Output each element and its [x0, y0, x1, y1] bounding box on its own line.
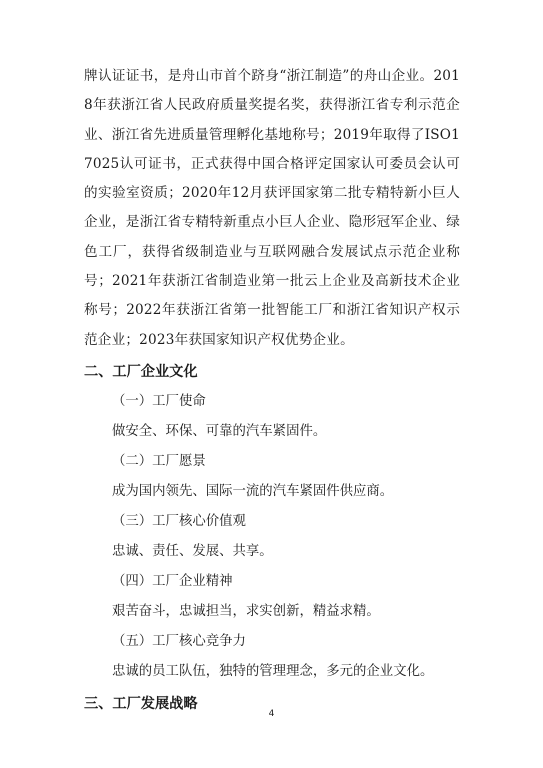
text-enterprise-spirit: 艰苦奋斗，忠诚担当，求实创新，精益求精。	[112, 603, 380, 619]
subheading-core-values: （三）工厂核心价值观	[112, 513, 246, 529]
subheading-vision: （二）工厂愿景	[112, 453, 206, 469]
subheading-mission: （一）工厂使命	[112, 393, 206, 409]
subheading-enterprise-spirit: （四）工厂企业精神	[112, 573, 233, 589]
text-core-competence: 忠诚的员工队伍，独特的管理理念，多元的企业文化。	[112, 663, 434, 679]
section-heading-strategy: 三、工厂发展战略	[84, 695, 198, 712]
intro-paragraph: 牌认证证书，是舟山市首个跻身“浙江制造”的舟山企业。2018年获浙江省人民政府质量奖提名奖，获得浙江省专利示范企业、浙江省先进质量管理孵化基地称号；2019年取得了ISO17025认可证书，正式获得中国合格评定国家认可委员会认可的实验室资质；2020年12月获评国家第二批专精特新小巨人企业，是浙江省专精特新重点小巨人企业、隐形冠军企业、绿色工厂，获得省级制造业与互联网融合发展试点示范企业称号；2021年获浙江省制造业第一批云上企业及高新技术企业称号；2022年获浙江省第一批智能工厂和浙江省知识产权示范企业；2023年获国家知识产权优势企业。	[84, 68, 460, 348]
text-core-values: 忠诚、责任、发展、共享。	[112, 543, 273, 559]
text-mission: 做安全、环保、可靠的汽车紧固件。	[112, 423, 327, 439]
subheading-core-competence: （五）工厂核心竞争力	[112, 633, 246, 649]
page-number: 4	[268, 709, 275, 719]
page-content	[84, 62, 460, 719]
section-heading-culture: 二、工厂企业文化	[84, 363, 198, 380]
text-vision: 成为国内领先、国际一流的汽车紧固件供应商。	[112, 483, 394, 499]
